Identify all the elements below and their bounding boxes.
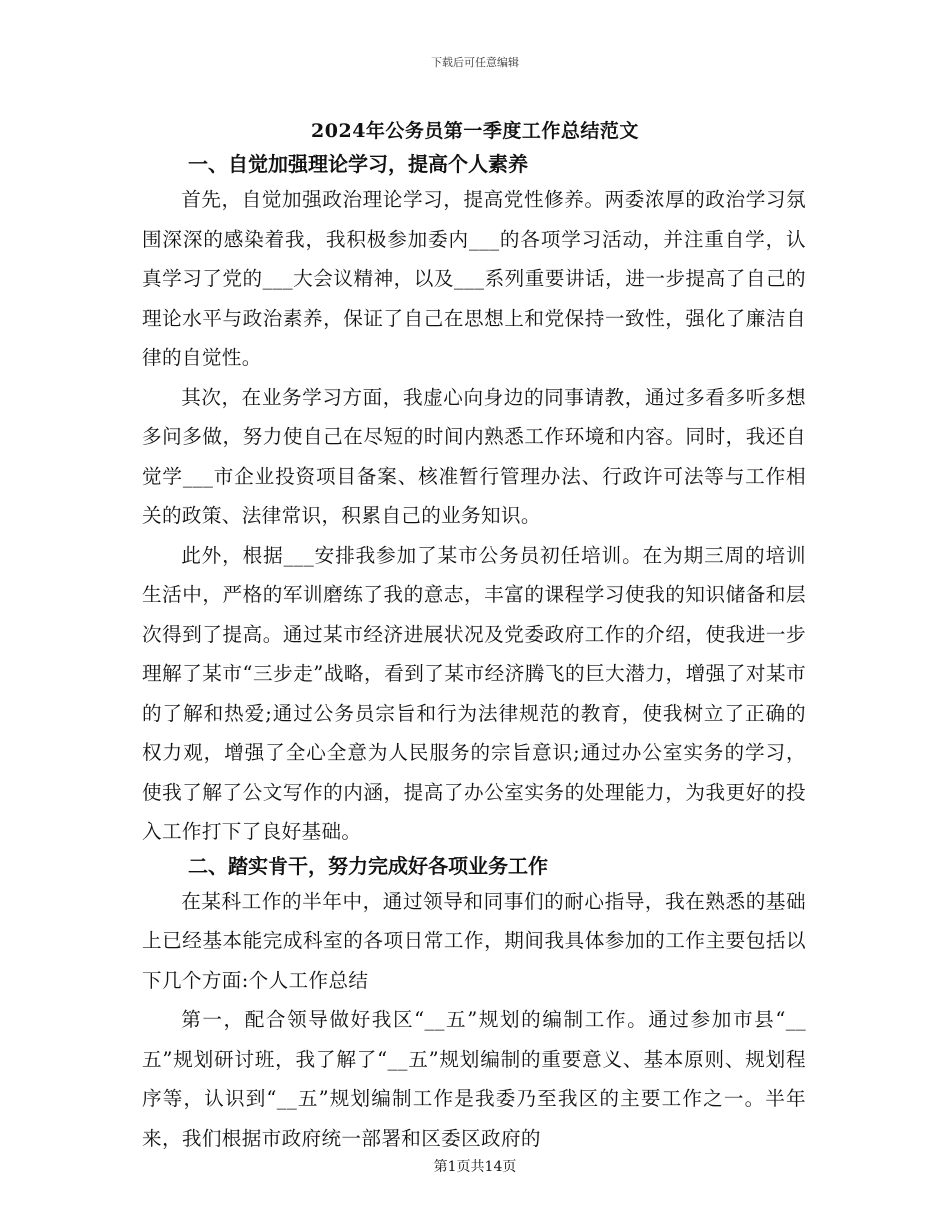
header-note: 下载后可任意编辑	[431, 56, 519, 69]
paragraph: 其次，在业务学习方面，我虚心向身边的同事请教，通过多看多听多想多问多做，努力使自己在尽短的时间内熟悉工作环境和内容。同时，我还自觉学___市企业投资项目备案、核准暂行管理办法、行政许可法等与工作相关的政策、法律常识，积累自己的业务知识。	[142, 385, 806, 527]
page-footer: 第1页共14页	[433, 1159, 517, 1175]
paragraph: 首先，自觉加强政治理论学习，提高党性修养。两委浓厚的政治学习氛围深深的感染着我，我积极参加委内___的各项学习活动，并注重自学，认真学习了党的___大会议精神，以及___系列重要讲话，进一步提高了自己的理论水平与政治素养，保证了自己在思想上和党保持一致性，强化了廉洁自律的自觉性。	[142, 188, 806, 369]
paragraph: 此外，根据___安排我参加了某市公务员初任培训。在为期三周的培训生活中，严格的军训磨练了我的意志，丰富的课程学习使我的知识储备和层次得到了提高。通过某市经济进展状况及党委政府工作的介绍，使我进一步理解了某市“三步走”战略，看到了某市经济腾飞的巨大潜力，增强了对某市的了解和热爱;通过公务员宗旨和行为法律规范的教育，使我树立了正确的权力观，增强了全心全意为人民服务的宗旨意识;通过办公室实务的学习，使我了解了公文写作的内涵，提高了办公室实务的处理能力，为我更好的投入工作打下了良好基础。	[142, 543, 806, 843]
document-title: 2024年公务员第一季度工作总结范文	[311, 120, 639, 142]
document-body	[142, 150, 806, 1158]
paragraph: 在某科工作的半年中，通过领导和同事们的耐心指导，我在熟悉的基础上已经基本能完成科室的各项日常工作，期间我具体参加的工作主要包括以下几个方面:个人工作总结	[142, 889, 806, 992]
section-heading: 一、自觉加强理论学习，提高个人素养	[188, 152, 528, 176]
section-heading: 二、踏实肯干，努力完成好各项业务工作	[188, 853, 548, 878]
paragraph: 第一，配合领导做好我区“__五”规划的编制工作。通过参加市县“__五”规划研讨班，我了解了“__五”规划编制的重要意义、基本原则、规划程序等，认识到“__五”规划编制工作是我委乃至我区的主要工作之一。半年来，我们根据市政府统一部署和区委区政府的	[142, 1008, 806, 1150]
